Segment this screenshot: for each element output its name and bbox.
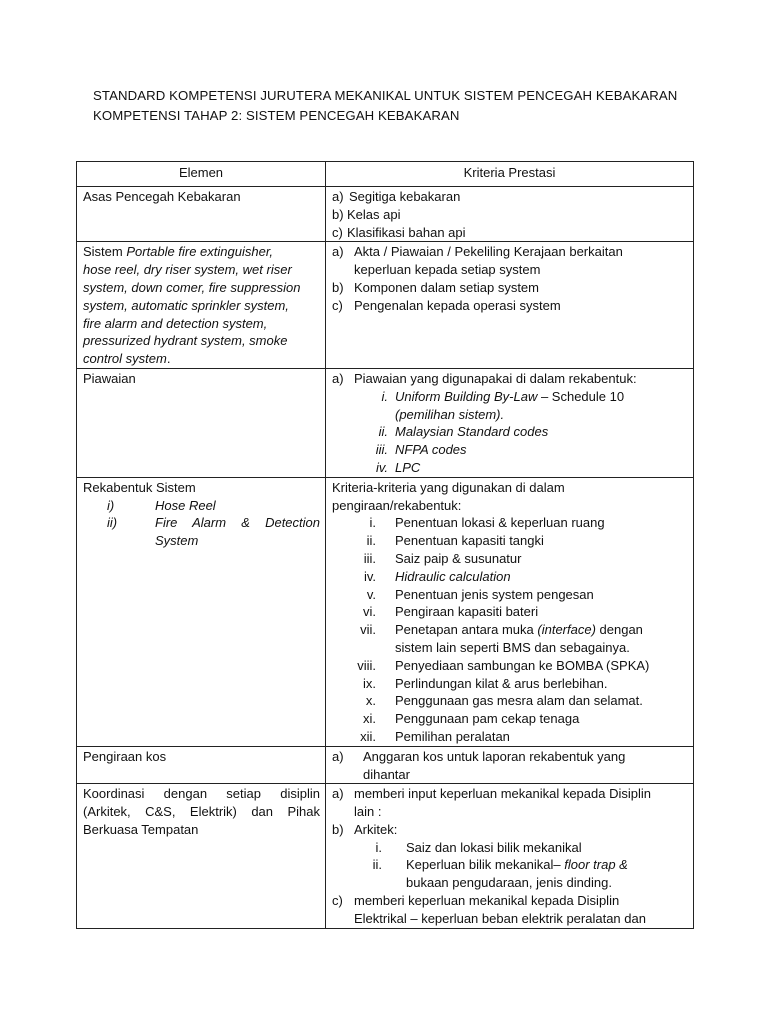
criteria-subitem — [332, 621, 688, 657]
subitem-text-part: Penyediaan sambungan ke BOMBA (SPKA) — [395, 657, 650, 673]
element-cell — [77, 187, 326, 242]
item-text-line: Anggaran kos untuk laporan rekabentuk yang — [363, 748, 626, 764]
element-cell — [77, 368, 326, 477]
subitem-number: i. — [375, 839, 382, 855]
table-row — [77, 242, 694, 369]
item-label: b) — [332, 206, 344, 222]
subitem-text-part: Hidraulic calculation — [395, 568, 511, 584]
subitem-number: iv. — [363, 568, 376, 584]
criteria-item — [332, 892, 688, 928]
criteria-item — [332, 188, 688, 206]
subitem-text — [376, 710, 688, 728]
element-line: system, down comer, fire suppression — [83, 279, 301, 295]
item-label: c) — [332, 297, 343, 313]
subitem-text — [376, 514, 688, 532]
subitem-text — [376, 621, 688, 657]
item-label: a) — [332, 189, 344, 204]
subitem-text-part: – Schedule 10 — [537, 388, 625, 404]
item-label: c) — [332, 893, 343, 909]
subitem-number: ii. — [372, 857, 382, 873]
subitem-text — [382, 856, 688, 892]
criteria-subitem — [332, 856, 688, 892]
criteria-subitem — [332, 710, 688, 728]
subitem-number: vii. — [360, 622, 376, 638]
criteria-subitem — [332, 514, 688, 532]
subitem-text-line: Fire Alarm & Detection — [155, 515, 320, 531]
item-text — [354, 243, 623, 279]
subitem-text: Malaysian Standard codes — [395, 424, 549, 440]
item-text: Pengenalan kepada operasi system — [354, 297, 561, 313]
subitem-text — [376, 728, 688, 746]
criteria-subitem — [332, 441, 688, 459]
element-cell — [77, 784, 326, 928]
item-text: Klasifikasi bahan api — [347, 224, 466, 240]
subitem-number: x. — [365, 693, 376, 709]
element-cell — [77, 477, 326, 746]
criteria-cell — [326, 784, 694, 928]
item-text — [354, 892, 646, 928]
element-line: Berkuasa Tempatan — [83, 821, 199, 837]
item-label: a) — [332, 748, 344, 764]
element-cell — [77, 746, 326, 784]
subitem-text-part: Penentuan jenis system pengesan — [395, 586, 594, 602]
subitem-text — [376, 586, 688, 604]
criteria-subitem — [332, 550, 688, 568]
element-text: Sistem — [83, 244, 127, 260]
item-label: b) — [332, 821, 344, 837]
heading-line-2: KOMPETENSI TAHAP 2: SISTEM PENCEGAH KEBAKARAN — [93, 108, 460, 123]
criteria-cell — [326, 242, 694, 369]
subitem-number: ii) — [107, 515, 118, 531]
element-line — [83, 243, 320, 261]
subitem-number: ii. — [378, 424, 388, 440]
subitem-text-part: Saiz paip & susunatur — [395, 550, 522, 566]
item-label: c) — [332, 224, 343, 240]
subitem-number: ii. — [366, 533, 376, 549]
subitem-text-part: Pengiraan kapasiti bateri — [395, 604, 539, 620]
element-text: control system — [83, 351, 167, 367]
element-line: hose reel, dry riser system, wet riser — [83, 262, 292, 278]
subitem-number: i. — [381, 388, 388, 404]
table-row — [77, 746, 694, 784]
subitem-number: iii. — [375, 442, 388, 458]
subitem-text-part: Penggunaan pam cekap tenaga — [395, 711, 580, 727]
criteria-intro — [332, 479, 688, 515]
item-text — [354, 785, 651, 821]
element-line: fire alarm and detection system, — [83, 315, 268, 331]
subitem-text: Saiz dan lokasi bilik mekanikal — [406, 839, 582, 855]
subitem-text-part: floor trap & — [564, 857, 628, 873]
criteria-item — [332, 224, 688, 242]
subitem-number: i. — [369, 515, 376, 531]
subitem-number: xii. — [360, 728, 376, 744]
element-line: (Arkitek, C&S, Elektrik) dan Pihak — [83, 804, 320, 820]
table-header-row — [77, 162, 694, 187]
item-text — [363, 748, 625, 784]
subitem-number: viii. — [357, 657, 376, 673]
criteria-cell — [326, 187, 694, 242]
criteria-item — [332, 785, 688, 821]
element-subitem — [83, 514, 320, 550]
criteria-subitem — [332, 532, 688, 550]
criteria-item — [332, 297, 688, 351]
subitem-text — [376, 657, 688, 675]
criteria-cell — [326, 368, 694, 477]
subitem-number: v. — [366, 586, 376, 602]
item-text-line: Akta / Piawaian / Pekeliling Kerajaan berkaitan — [354, 244, 623, 260]
subitem-text-part: dengan — [595, 622, 643, 638]
subitem-text — [376, 603, 688, 621]
subitem-text-part: Penentuan lokasi & keperluan ruang — [395, 515, 605, 531]
item-text-line: lain : — [354, 804, 382, 820]
element-line: Koordinasi dengan setiap disiplin — [83, 786, 320, 802]
subitem-number: xi. — [363, 711, 376, 727]
criteria-subitem — [332, 728, 688, 746]
subitem-text-line: System — [155, 533, 199, 549]
subitem-text — [388, 388, 688, 424]
col-header-elemen: Elemen — [77, 162, 326, 187]
subitem-text-part: Uniform Building By-Law — [395, 388, 538, 404]
col-header-kriteria: Kriteria Prestasi — [326, 162, 694, 187]
criteria-cell — [326, 477, 694, 746]
item-text: Piawaian yang digunapakai di dalam rekabentuk: — [354, 370, 637, 386]
subitem-text-part: (interface) — [537, 622, 596, 638]
criteria-subitem — [332, 675, 688, 693]
subitem-text — [376, 675, 688, 693]
criteria-subitem — [332, 459, 688, 477]
table-row — [77, 368, 694, 477]
element-text: Asas Pencegah Kebakaran — [83, 189, 241, 204]
item-label: a) — [332, 244, 344, 260]
subitem-text: LPC — [395, 459, 421, 475]
item-label: a) — [332, 370, 344, 386]
criteria-subitem — [332, 568, 688, 586]
criteria-list — [332, 514, 688, 745]
element-text: Piawaian — [83, 370, 136, 386]
subitem-number: ix. — [363, 675, 376, 691]
element-text: Rekabentuk Sistem — [83, 479, 196, 495]
table-row — [77, 477, 694, 746]
element-cell — [77, 242, 326, 369]
element-line: system, automatic sprinkler system, — [83, 297, 289, 313]
subitem-text-part: Perlindungan kilat & arus berlebihan. — [395, 675, 608, 691]
element-line: pressurized hydrant system, smoke — [83, 333, 288, 349]
item-label: b) — [332, 279, 344, 295]
subitem-text-part: Penetapan antara muka — [395, 622, 538, 638]
item-text: Arkitek: — [354, 821, 398, 837]
item-text-line: Elektrikal – keperluan beban elektrik peralatan dan — [354, 910, 646, 926]
intro-line: pengiraan/rekabentuk: — [332, 497, 462, 513]
subitem-text-part: Penggunaan gas mesra alam dan selamat. — [395, 693, 643, 709]
intro-line: Kriteria-kriteria yang digunakan di dalam — [332, 479, 565, 495]
criteria-item — [332, 243, 688, 279]
criteria-subitem — [332, 586, 688, 604]
subitem-text — [376, 692, 688, 710]
table-row — [77, 784, 694, 928]
criteria-item — [332, 370, 688, 388]
item-text-line: memberi input keperluan mekanikal kepada Disiplin — [354, 786, 651, 802]
subitem-number: iv. — [375, 459, 388, 475]
criteria-item — [332, 206, 688, 224]
subitem-text-part: (pemilihan sistem). — [395, 406, 505, 422]
item-label: a) — [332, 786, 344, 802]
element-subitem — [83, 497, 320, 515]
element-line — [83, 350, 320, 368]
criteria-item — [332, 748, 688, 784]
subitem-text — [376, 550, 688, 568]
item-text: Segitiga kebakaran — [349, 189, 461, 204]
subitem-text-part: sistem lain seperti BMS dan sebagainya. — [395, 639, 630, 655]
criteria-subitem — [332, 423, 688, 441]
subitem-text: Hose Reel — [155, 497, 216, 513]
subitem-number: i) — [107, 497, 115, 513]
element-text: Pengiraan kos — [83, 748, 167, 764]
criteria-item — [332, 821, 688, 839]
subitem-text-part: Pemilihan peralatan — [395, 728, 510, 744]
item-text-line: dihantar — [363, 766, 410, 782]
criteria-subitem — [332, 603, 688, 621]
item-text-line: memberi keperluan mekanikal kepada Disiplin — [354, 893, 620, 909]
subitem-number: iii. — [363, 550, 376, 566]
criteria-cell — [326, 746, 694, 784]
subitem-number: vi. — [363, 604, 376, 620]
item-text: Komponen dalam setiap system — [354, 279, 539, 295]
criteria-subitem — [332, 388, 688, 424]
document-heading — [93, 86, 677, 126]
subitem-text: NFPA codes — [395, 442, 467, 458]
element-text: . — [166, 351, 171, 367]
subitem-text-part: bukaan pengudaraan, jenis dinding. — [406, 875, 613, 891]
subitem-text — [376, 568, 688, 586]
criteria-subitem — [332, 692, 688, 710]
subitem-text-part: Keperluan bilik mekanikal– — [406, 857, 565, 873]
subitem-text-part: Penentuan kapasiti tangki — [395, 533, 544, 549]
criteria-item — [332, 279, 688, 297]
competency-table — [76, 161, 694, 929]
item-text: Kelas api — [347, 206, 401, 222]
criteria-subitem — [332, 839, 688, 857]
element-text: Portable fire extinguisher, — [126, 244, 274, 260]
heading-line-1: STANDARD KOMPETENSI JURUTERA MEKANIKAL UNTUK SISTEM PENCEGAH KEBAKARAN — [93, 88, 678, 103]
subitem-text — [376, 532, 688, 550]
subitem-text — [155, 514, 320, 550]
criteria-subitem — [332, 657, 688, 675]
table-row — [77, 187, 694, 242]
item-text-line: keperluan kepada setiap system — [354, 262, 541, 278]
